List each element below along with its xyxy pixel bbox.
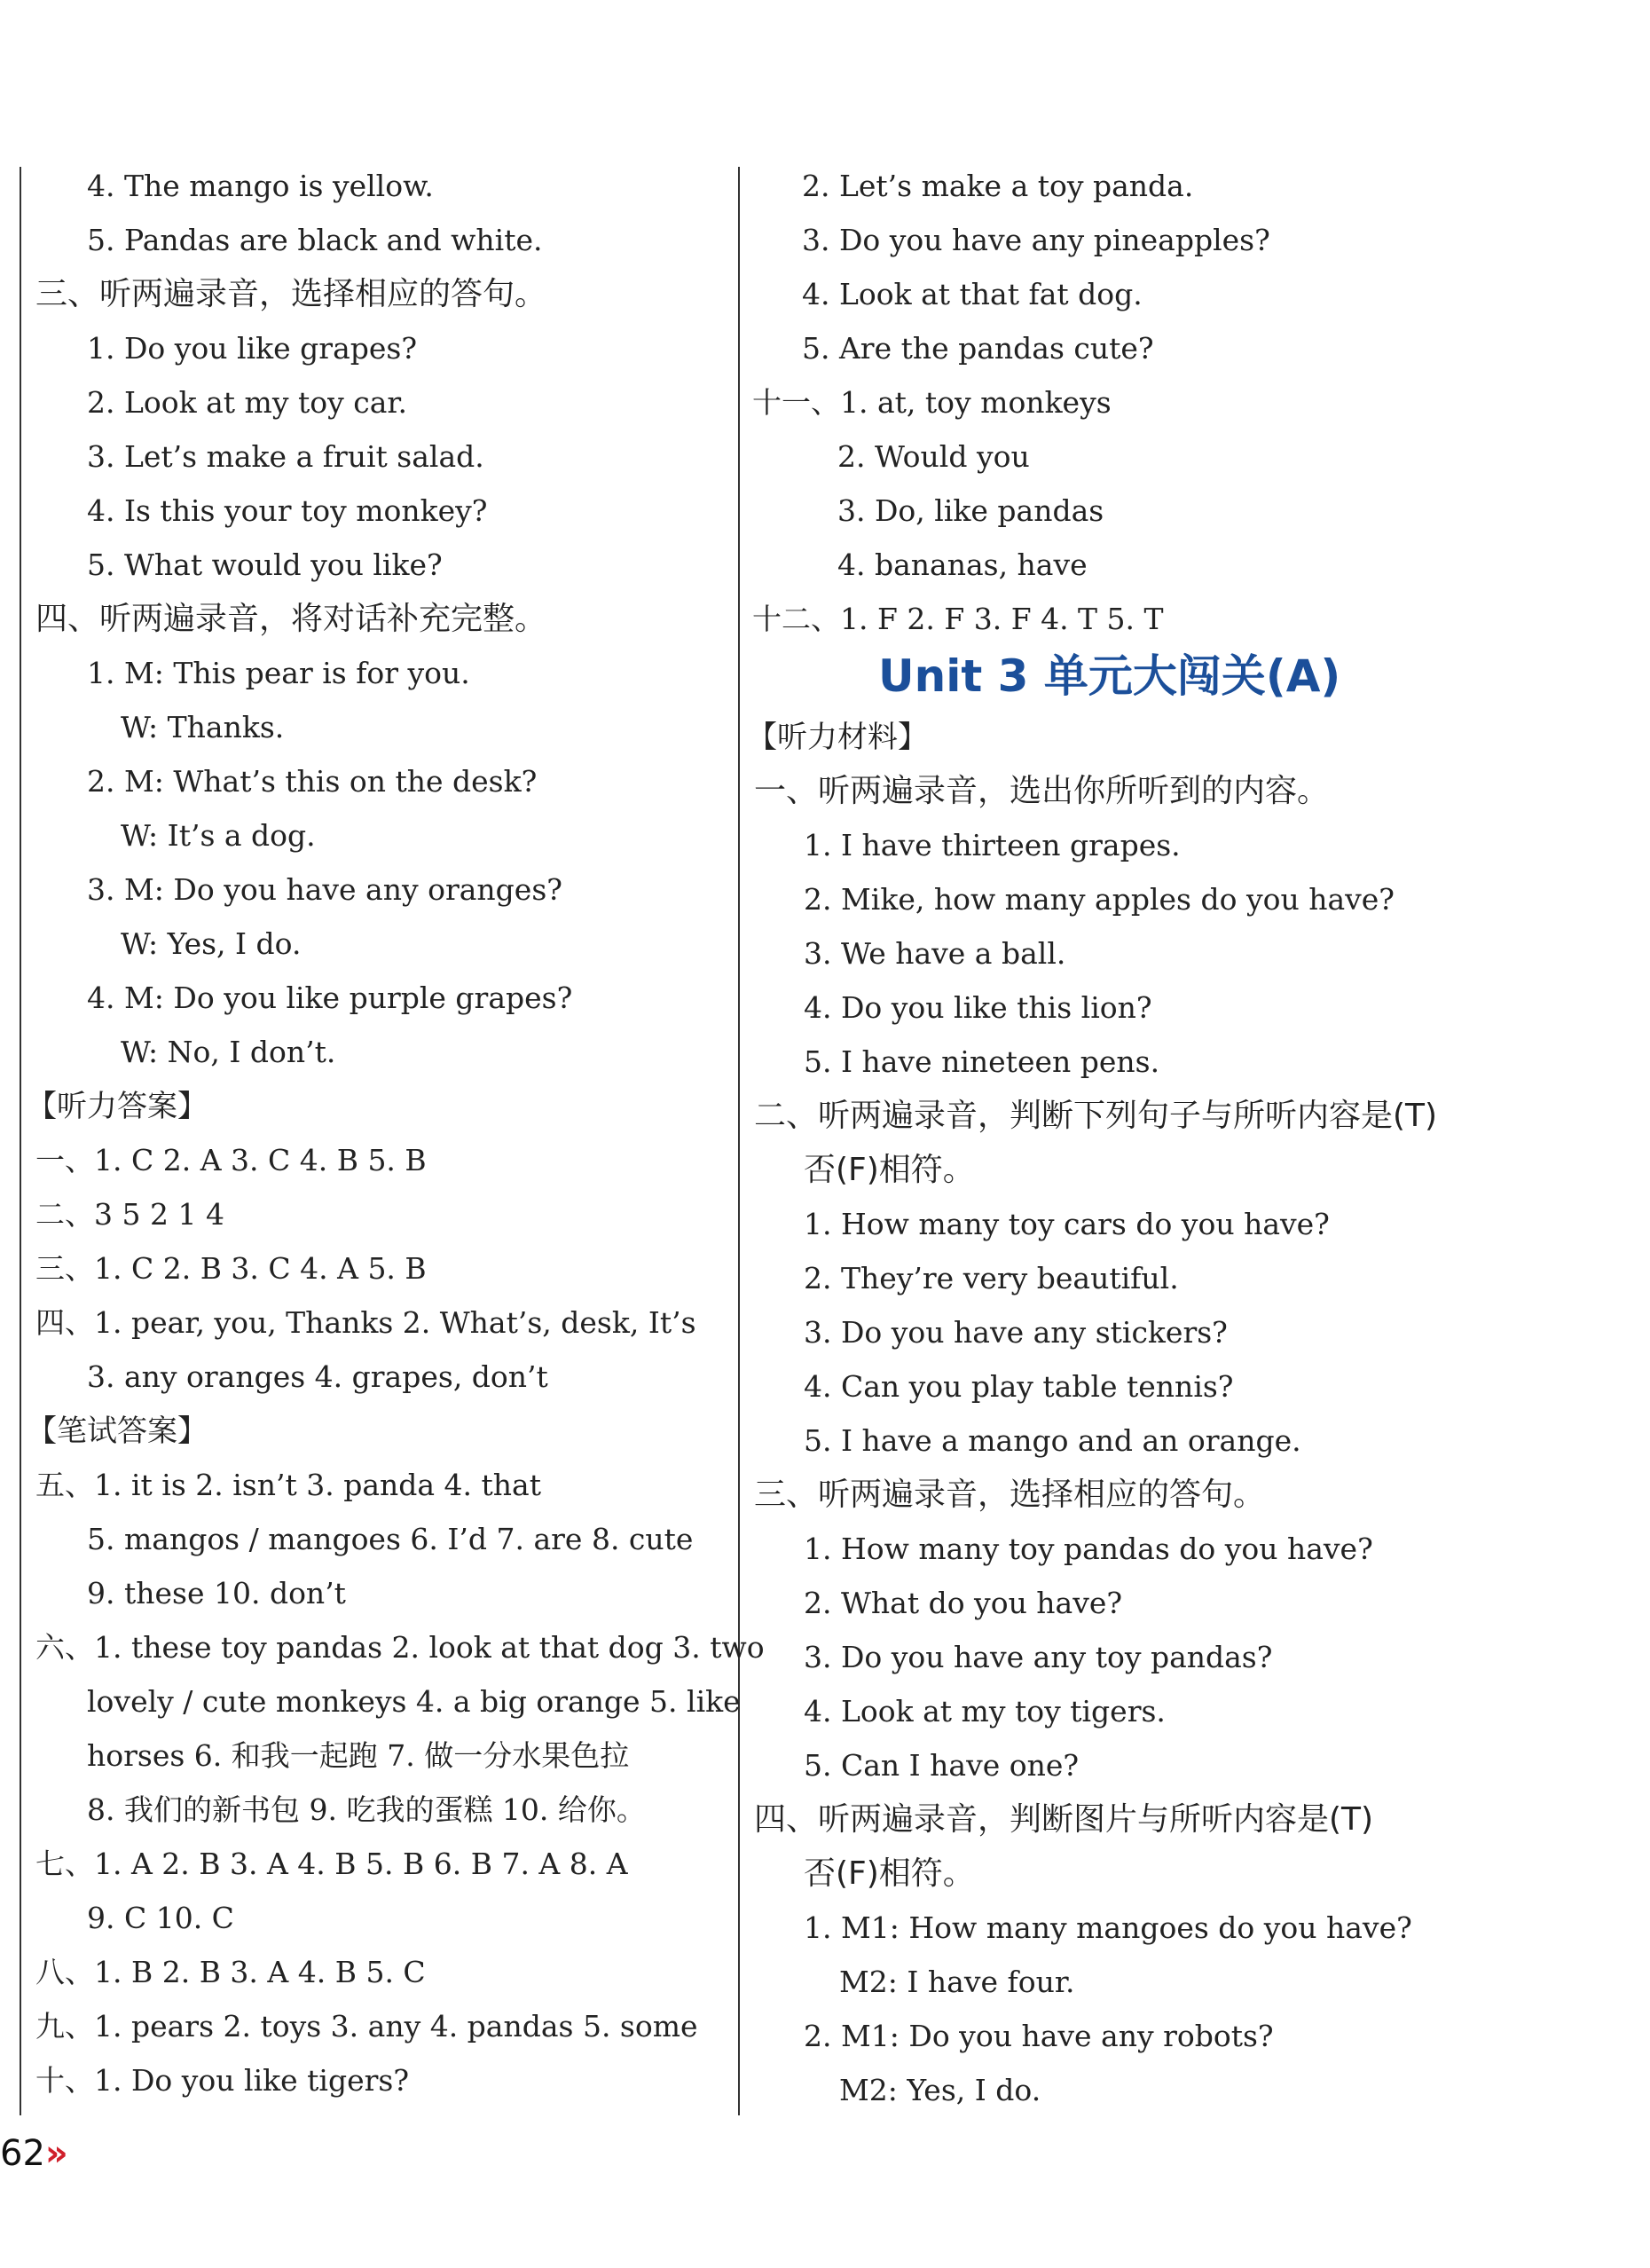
text-line: 1. I have thirteen grapes. bbox=[804, 828, 1181, 862]
text-line: 4. Is this your toy monkey? bbox=[87, 493, 488, 528]
text-line: 2. Look at my toy car. bbox=[87, 385, 408, 420]
text-line: 5. Are the pandas cute? bbox=[802, 331, 1154, 366]
text-line: 1. How many toy pandas do you have? bbox=[804, 1532, 1373, 1566]
text-line: M2: Yes, I do. bbox=[839, 2073, 1041, 2107]
page-arrow-icon: » bbox=[44, 2133, 68, 2174]
text-line: 4. Look at that fat dog. bbox=[802, 277, 1143, 311]
text-line: W: No, I don’t. bbox=[121, 1035, 336, 1069]
text-line: 七、1. A 2. B 3. A 4. B 5. B 6. B 7. A 8. A bbox=[35, 1847, 628, 1881]
text-line: 2. Would you bbox=[837, 439, 1030, 474]
text-line: 5. Pandas are black and white. bbox=[87, 223, 543, 257]
text-line: 5. mangos / mangoes 6. I’d 7. are 8. cute bbox=[87, 1522, 694, 1556]
text-line: 4. Do you like this lion? bbox=[804, 990, 1152, 1025]
text-line: 二、3 5 2 1 4 bbox=[35, 1197, 224, 1232]
text-line: 3. Do, like pandas bbox=[837, 493, 1104, 528]
text-line: 十一、1. at, toy monkeys bbox=[752, 385, 1112, 420]
text-line: 8. 我们的新书包 9. 吃我的蛋糕 10. 给你。 bbox=[87, 1792, 646, 1827]
text-line: 3. Let’s make a fruit salad. bbox=[87, 439, 484, 474]
text-line: 2. M: What’s this on the desk? bbox=[87, 764, 538, 799]
answer-section-heading: 【听力答案】 bbox=[27, 1089, 208, 1124]
text-line: 一、1. C 2. A 3. C 4. B 5. B bbox=[35, 1143, 427, 1177]
text-line: 9. C 10. C bbox=[87, 1901, 234, 1935]
text-line: 1. M1: How many mangoes do you have? bbox=[804, 1910, 1412, 1945]
text-line: 3. We have a ball. bbox=[804, 936, 1066, 971]
text-line: 1. How many toy cars do you have? bbox=[804, 1207, 1330, 1241]
question-heading: 三、听两遍录音，选择相应的答句。 bbox=[35, 276, 547, 312]
text-line: lovely / cute monkeys 4. a big orange 5. like bbox=[87, 1684, 741, 1719]
text-line: 4. M: Do you like purple grapes? bbox=[87, 980, 573, 1015]
text-line: 5. What would you like? bbox=[87, 547, 443, 582]
text-line: 四、1. pear, you, Thanks 2. What’s, desk, It’s bbox=[35, 1305, 696, 1340]
page-number: 62 bbox=[0, 2133, 45, 2174]
text-line: W: It’s a dog. bbox=[121, 818, 316, 853]
text-line: 3. M: Do you have any oranges? bbox=[87, 872, 562, 907]
text-line: 3. Do you have any stickers? bbox=[804, 1315, 1228, 1350]
text-line: 1. Do you like grapes? bbox=[87, 331, 418, 366]
page-number-footer bbox=[0, 2133, 68, 2174]
text-line: 5. Can I have one? bbox=[804, 1748, 1080, 1783]
text-line: 4. Can you play table tennis? bbox=[804, 1369, 1234, 1404]
text-line: 五、1. it is 2. isn’t 3. panda 4. that bbox=[35, 1468, 541, 1502]
text-line: 3. Do you have any pineapples? bbox=[802, 223, 1270, 257]
left-margin-rule bbox=[20, 167, 21, 2115]
text-line: 2. M1: Do you have any robots? bbox=[804, 2019, 1274, 2053]
question-heading: 一、听两遍录音，选出你所听到的内容。 bbox=[754, 773, 1330, 809]
text-line: 4. The mango is yellow. bbox=[87, 169, 434, 203]
text-line: 六、1. these toy pandas 2. look at that dog 3. two bbox=[35, 1630, 765, 1665]
text-line: W: Yes, I do. bbox=[121, 926, 302, 961]
text-line: M2: I have four. bbox=[839, 1965, 1075, 1999]
answer-section-heading: 【笔试答案】 bbox=[27, 1414, 208, 1449]
text-line: 三、1. C 2. B 3. C 4. A 5. B bbox=[35, 1251, 427, 1286]
text-line: 2. Let’s make a toy panda. bbox=[802, 169, 1194, 203]
text-line: 3. Do you have any toy pandas? bbox=[804, 1640, 1273, 1674]
text-line: 3. any oranges 4. grapes, don’t bbox=[87, 1359, 548, 1394]
answer-section-heading: 【听力材料】 bbox=[747, 720, 928, 755]
question-heading: 否(F)相符。 bbox=[804, 1855, 975, 1892]
text-line: 4. Look at my toy tigers. bbox=[804, 1694, 1166, 1729]
text-line: horses 6. 和我一起跑 7. 做一分水果色拉 bbox=[87, 1738, 630, 1773]
text-line: 4. bananas, have bbox=[837, 547, 1088, 582]
text-line: 十二、1. F 2. F 3. F 4. T 5. T bbox=[752, 602, 1164, 636]
text-line: 2. Mike, how many apples do you have? bbox=[804, 882, 1395, 917]
question-heading: 四、听两遍录音，将对话补充完整。 bbox=[35, 601, 547, 637]
text-line: 1. M: This pear is for you. bbox=[87, 656, 470, 690]
text-line: 5. I have a mango and an orange. bbox=[804, 1423, 1301, 1458]
text-line: W: Thanks. bbox=[121, 710, 285, 744]
question-heading: 否(F)相符。 bbox=[804, 1152, 975, 1188]
question-heading: 四、听两遍录音，判断图片与所听内容是(T) bbox=[754, 1801, 1374, 1838]
text-line: 九、1. pears 2. toys 3. any 4. pandas 5. some bbox=[35, 2009, 698, 2044]
section-title: Unit 3 单元大闯关(A) bbox=[878, 650, 1341, 702]
column-divider bbox=[738, 167, 740, 2115]
question-heading: 二、听两遍录音，判断下列句子与所听内容是(T) bbox=[754, 1098, 1438, 1134]
question-heading: 三、听两遍录音，选择相应的答句。 bbox=[754, 1477, 1266, 1513]
text-line: 八、1. B 2. B 3. A 4. B 5. C bbox=[35, 1955, 426, 1989]
text-line: 5. I have nineteen pens. bbox=[804, 1044, 1160, 1079]
text-line: 2. What do you have? bbox=[804, 1586, 1123, 1620]
text-line: 十、1. Do you like tigers? bbox=[35, 2063, 410, 2098]
text-line: 9. these 10. don’t bbox=[87, 1576, 346, 1610]
text-line: 2. They’re very beautiful. bbox=[804, 1261, 1179, 1295]
